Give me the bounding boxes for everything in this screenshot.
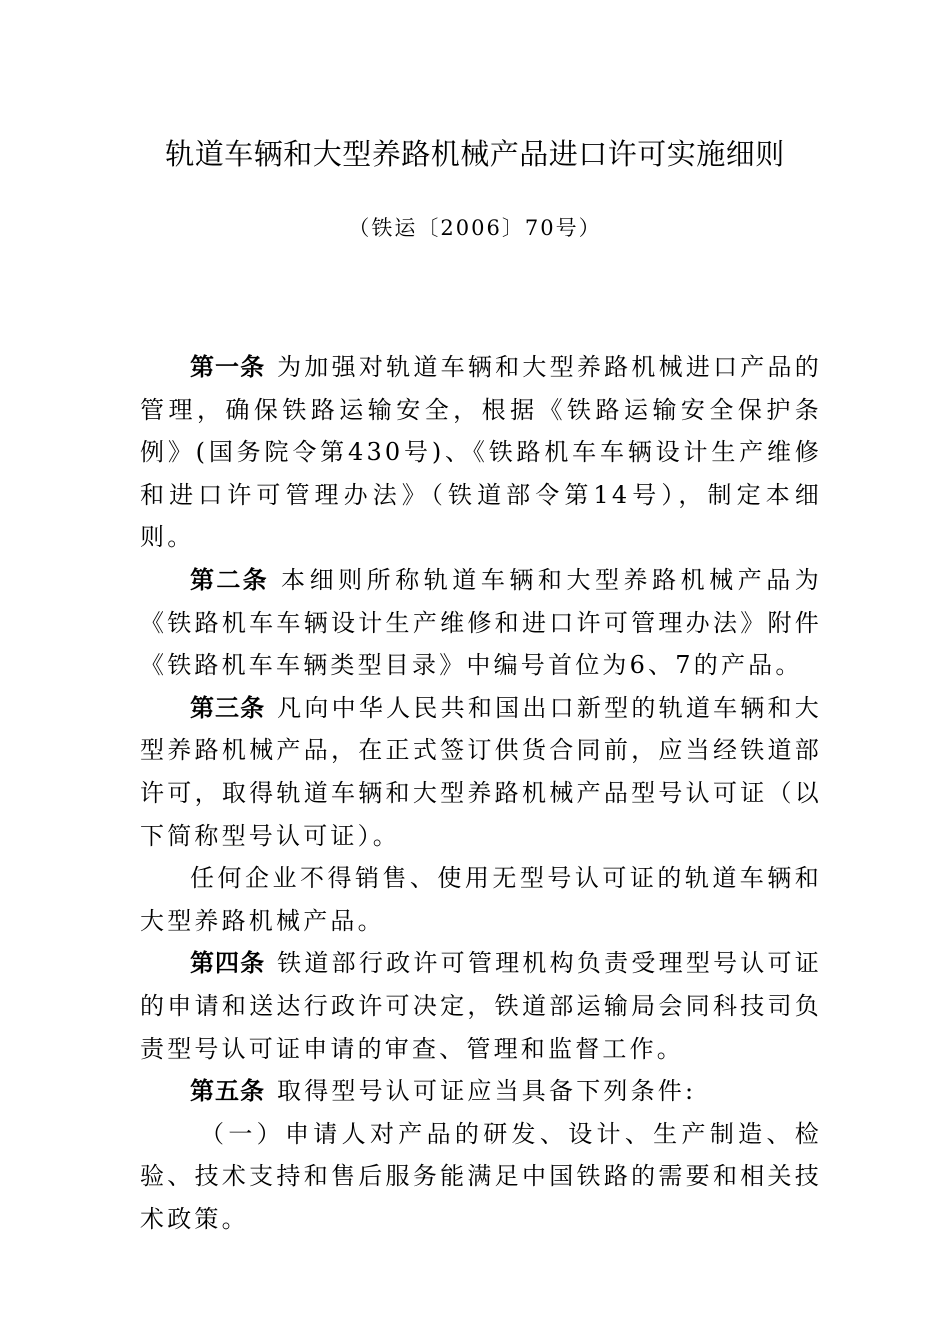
article-5-text: 取得型号认可证应当具备下列条件: <box>277 1077 697 1106</box>
article-3-text: 凡向中华人民共和国出口新型的轨道车辆和大型养路机械产品，在正式签订供货合同前，应当经铁道部许可，取得轨道车辆和大型养路机械产品型号认可证（以下简称型号认可证）。 <box>140 693 823 850</box>
article-5-item-1-paragraph <box>140 1113 822 1241</box>
document-body <box>140 346 822 1240</box>
document-number: （铁运〔2006〕70号） <box>348 216 602 240</box>
article-3-continuation-paragraph <box>140 857 822 942</box>
article-4-label: 第四条 <box>190 949 266 978</box>
article-3-label: 第三条 <box>190 693 266 722</box>
document-title: 轨道车辆和大型养路机械产品进口许可实施细则 <box>165 137 785 171</box>
article-3-paragraph <box>140 687 822 857</box>
article-1-text: 为加强对轨道车辆和大型养路机械进口产品的管理，确保铁路运输安全，根据《铁路运输安全保护条例》(国务院令第430号)、《铁路机车车辆设计生产维修和进口许可管理办法》（铁道部令第14号），制定本细则。 <box>140 353 823 552</box>
article-2-text: 本细则所称轨道车辆和大型养路机械产品为《铁路机车车辆设计生产维修和进口许可管理办法》附件《铁路机车车辆类型目录》中编号首位为6、7的产品。 <box>140 565 822 680</box>
article-5-item-1-text: （一）申请人对产品的研发、设计、生产制造、检验、技术支持和售后服务能满足中国铁路的需要和相关技术政策。 <box>140 1119 822 1233</box>
article-2-paragraph <box>140 559 822 687</box>
article-1-paragraph <box>140 346 822 559</box>
article-3-continuation-text: 任何企业不得销售、使用无型号认可证的轨道车辆和大型养路机械产品。 <box>140 864 822 935</box>
article-2-label: 第二条 <box>190 565 270 594</box>
article-5-label: 第五条 <box>190 1077 265 1106</box>
article-4-paragraph <box>140 942 822 1070</box>
article-4-text: 铁道部行政许可管理机构负责受理型号认可证的申请和送达行政许可决定，铁道部运输局会同科技司负责型号认可证申请的审查、管理和监督工作。 <box>140 949 823 1063</box>
article-1-label: 第一条 <box>190 353 266 381</box>
article-5-paragraph <box>140 1070 822 1113</box>
